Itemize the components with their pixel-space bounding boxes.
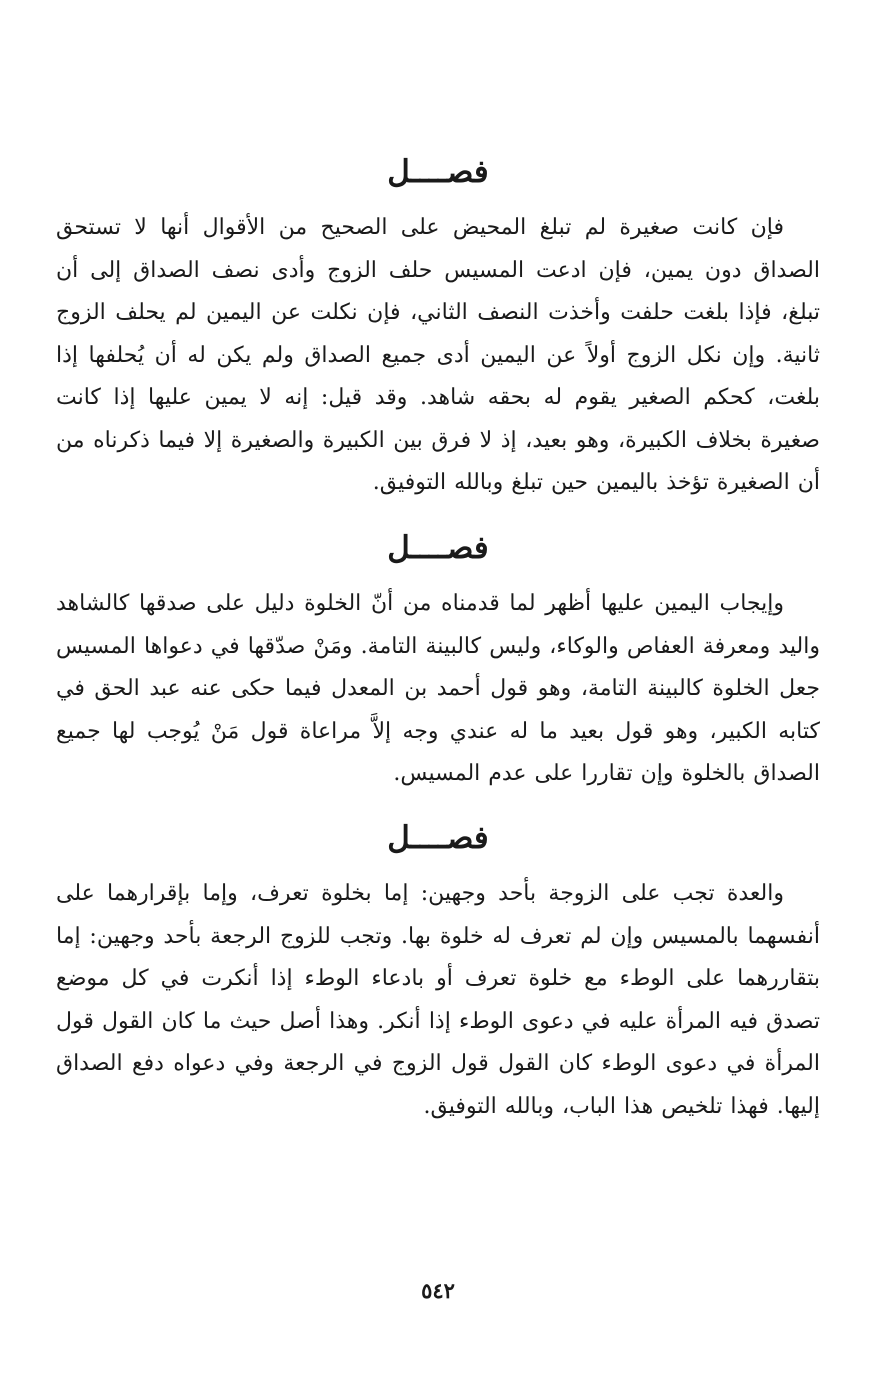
page-number: ٥٤٢ <box>421 1278 455 1303</box>
section-heading: فصــــل <box>387 820 489 856</box>
section-paragraph: فإن كانت صغيرة لم تبلغ المحيض على الصحيح من الأقوال أنها لا تستحق الصداق دون يمين، فإن ادعت المسيس حلف الزوج وأدى نصف الصداق إلى أن تبلغ، فإذا بلغت حلفت وأخذت النصف الثاني، فإن نكلت عن اليمين لم يحلف الزوج ثانية. وإن نكل الزوج أولاً عن اليمين أدى جميع الصداق ولم يكن له أن يُحلفها إذا بلغت، كحكم الصغير يقوم له بحقه شاهد. وقد قيل: إنه لا يمين عليها إذا كانت صغيرة بخلاف الكبيرة، وهو بعيد، إذ لا فرق بين الكبيرة والصغيرة إلا فيما ذكرناه من أن الصغيرة تؤخذ باليمين حين تبلغ وبالله التوفيق. <box>56 215 820 495</box>
section-heading: فصــــل <box>387 530 489 566</box>
section-heading: فصــــل <box>387 154 489 190</box>
section-paragraph: وإيجاب اليمين عليها أظهر لما قدمناه من أنّ الخلوة دليل على صدقها كالشاهد واليد ومعرفة العفاص والوكاء، وليس كالبينة التامة. ومَنْ صدّقها في دعواها المسيس جعل الخلوة كالبينة التامة، وهو قول أحمد بن المعدل فيما حكى عنه عبد الحق في كتابه الكبير، وهو قول بعيد ما له عندي وجه إلاَّ مراعاة قول مَنْ يُوجب لها جميع الصداق بالخلوة وإن تقاررا على عدم المسيس. <box>56 591 820 786</box>
section-paragraph: والعدة تجب على الزوجة بأحد وجهين: إما بخلوة تعرف، وإما بإقرارهما على أنفسهما بالمسيس وإن لم تعرف له خلوة بها. وتجب للزوج الرجعة بأحد وجهين: إما بتقاررهما على الوطء مع خلوة تعرف أو بادعاء الوطء إذا أنكرت في كل موضع تصدق فيه المرأة عليه في دعوى الوطء إذا أنكر. وهذا أصل حيث ما كان القول قول المرأة في دعوى الوطء كان القول قول الزوج في الرجعة وفي دعواه دفع الصداق إليها. فهذا تلخيص هذا الباب، وبالله التوفيق. <box>56 881 820 1119</box>
book-page <box>56 0 820 1393</box>
